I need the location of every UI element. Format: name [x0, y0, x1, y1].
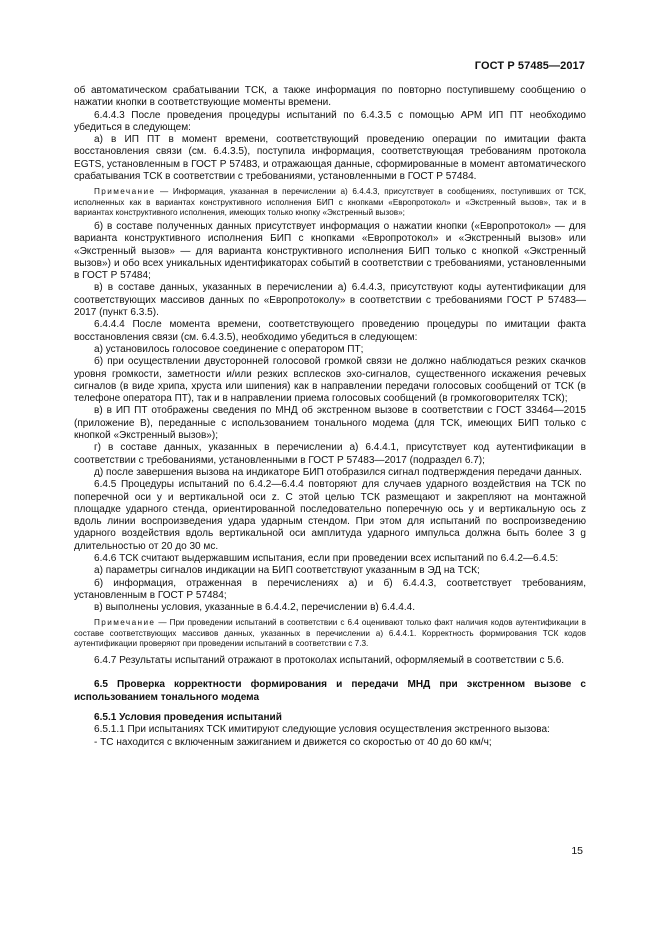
paragraph: 6.4.4.3 После проведения процедуры испытаний по 6.4.3.5 с помощью АРМ ИП ПТ необходимо убедиться в следующем: — [74, 109, 586, 133]
document-header: ГОСТ Р 57485—2017 — [474, 60, 585, 72]
note-text: — При проведении испытаний в соответствии с 6.4 оценивают только факт наличия кодов аутентификации в составе соответствующих массивов данных, указанных в перечислении а) 6.4.4.1. Корректность формирования ТСК кодов аутентификации проверяют при проведении испытаний в соответствии с 7.3. — [74, 618, 586, 648]
note-label: Примечание — [94, 618, 156, 628]
list-item: а) параметры сигналов индикации на БИП соответствуют указанным в ЭД на ТСК; — [94, 565, 480, 577]
paragraph: 6.4.5 Процедуры испытаний по 6.4.2—6.4.4 повторяют для случаев ударного воздействия на ТСК по поперечной оси y и вертикальной оси z. С этой целью ТСК размещают и закрепляют на монтажной площадке ударного стенда, ориентированной последовательно поперечную ось y и вертикальную ось z вдоль линии воспроизведения удара ударным стендом. При этом для испытаний по воспроизведению ударного воздействия вдоль вертикальной оси амплитуда ударного импульса должна быть более 3 g длительностью от 20 до 30 мс. — [74, 479, 586, 552]
page-number: 15 — [571, 845, 583, 857]
list-item: - ТС находится с включенным зажиганием и движется со скоростью от 40 до 60 км/ч; — [94, 736, 492, 748]
list-item: в) в составе данных, указанных в перечислении а) 6.4.4.3, присутствуют коды аутентификации для соответствующих массивов данных по «Европротоколу» в соответствии с требованиями ГОСТ Р 57483—2017 (пункт 6.3.5). — [74, 282, 586, 319]
note-label: Примечание — [94, 187, 156, 197]
list-item: а) установилось голосовое соединение с оператором ПТ; — [94, 343, 364, 355]
paragraph: об автоматическом срабатывании ТСК, а также информация по повторно поступившему сообщению о нажатии кнопки в соответствующие моменты времени. — [74, 85, 586, 109]
paragraph: 6.5.1.1 При испытаниях ТСК имитируют следующие условия осуществления экстренного вызова: — [94, 724, 550, 736]
list-item: в) в ИП ПТ отображены сведения по МНД об экстренном вызове в соответствии с ГОСТ 33464—2015 (приложение В), переданные с использованием тонального модема (для ТСК, имеющих БИП только с кнопкой «Экстренный вызов»); — [74, 405, 586, 442]
note-text: — Информация, указанная в перечислении а) 6.4.4.3, присутствует в сообщениях, поступивших от ТСК, исполненных как в вариантах конструктивного исполнения БИП с кнопками «Европротокол» и «Экстренный вызов», так и в вариантах конструктивного исполнения, имеющих только кнопку «Экстренный вызов»; — [74, 187, 586, 217]
section-heading: 6.5 Проверка корректности формирования и передачи МНД при экстренном вызове с использованием тонального модема — [74, 679, 586, 703]
list-item: в) выполнены условия, указанные в 6.4.4.2, перечислении в) 6.4.4.4. — [94, 602, 416, 614]
note — [74, 187, 586, 218]
paragraph: 6.4.7 Результаты испытаний отражают в протоколах испытаний, оформляемый в соответствии с 5.6. — [94, 655, 565, 667]
note — [74, 618, 586, 649]
paragraph: 6.4.6 ТСК считают выдержавшим испытания, если при проведении всех испытаний по 6.4.2—6.4.5: — [94, 553, 559, 564]
page-body — [74, 85, 586, 749]
list-item: б) при осуществлении двусторонней голосовой громкой связи не должно наблюдаться резких скачков уровня громкости, заметности и/или резких всплесков эхо-сигналов, существенного искажения речевых сигналов (в виде хрипа, хруста или шипения) как в направлении передачи голосовых сообщений от ТСК (в телефоне оператора ПТ), так и в направлении приема голосовых сообщений (в громкоговорителях ТСК); — [74, 356, 586, 405]
list-item: д) после завершения вызова на индикаторе БИП отобразился сигнал подтверждения передачи данных. — [94, 466, 582, 478]
paragraph: 6.4.4.4 После момента времени, соответствующего проведению процедуры по имитации факта восстановления связи (см. 6.4.3.5), необходимо убедиться в следующем: — [74, 319, 586, 343]
list-item: б) информация, отраженная в перечислениях а) и б) 6.4.4.3, соответствует требованиям, установленным в ГОСТ Р 57484; — [74, 577, 586, 601]
subsection-heading: 6.5.1 Условия проведения испытаний — [94, 711, 282, 723]
list-item: б) в составе полученных данных присутствует информация о нажатии кнопки («Европротокол» — для варианта конструктивного исполнения БИП с кнопками «Европротокол» и «Экстренный вызов» или «Экстренный вызов» — для варианта конструктивного исполнения БИП только с кнопкой «Экстренный вызов») и обо всех уникальных идентификаторах событий в соответствии с требованиями, установленными в ГОСТ Р 57484; — [74, 220, 586, 282]
list-item: а) в ИП ПТ в момент времени, соответствующий проведению операции по имитации факта восстановления связи (см. 6.4.3.5), поступила информация, соответствующая требованиям протокола EGTS, установленным в ГОСТ Р 57483, и отражающая данные, сформированные в момент автоматического срабатывания ТСК в соответствии с требованиями, установленными в ГОСТ Р 57484. — [74, 134, 586, 183]
list-item: г) в составе данных, указанных в перечислении а) 6.4.4.1, присутствует код аутентификации в соответствии с требованиями, установленными в ГОСТ Р 57483—2017 (подраздел 6.7); — [74, 442, 586, 466]
